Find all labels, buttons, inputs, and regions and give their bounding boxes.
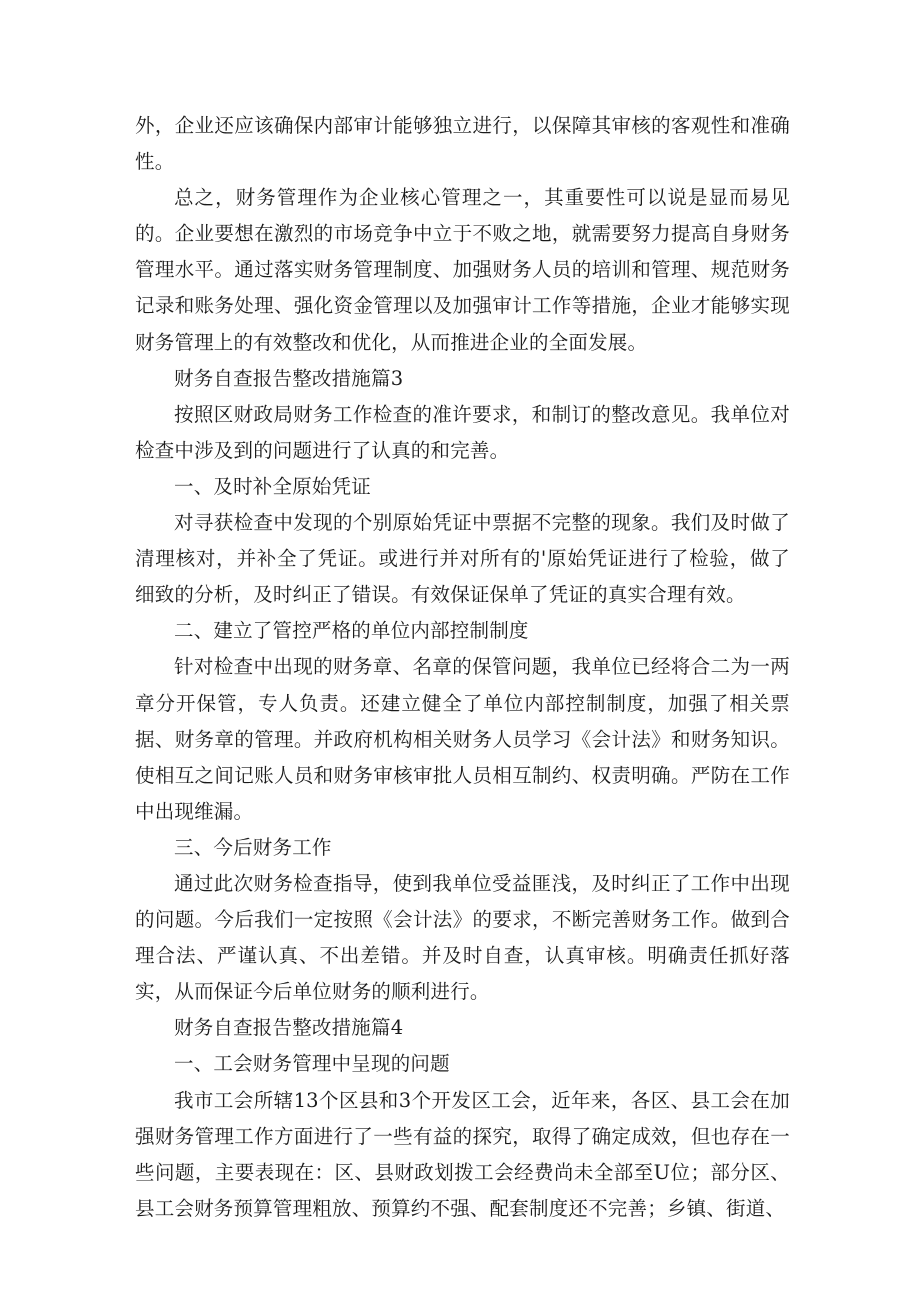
section-heading-4: 财务自查报告整改措施篇4 xyxy=(174,1016,404,1040)
subheading-3: 三、今后财务工作 xyxy=(174,835,332,859)
paragraph-2: 总之，财务管理作为企业核心管理之一，其重要性可以说是显而易见的。企业要想在激烈的市场竞争中立于不败之地，就需要努力提高自身财务管理水平。通过落实财务管理制度、加强财务人员的培训和管理、规范财务记录和账务处理、强化资金管理以及加强审计工作等措施，企业才能够实现财务管理上的有效整改和优化，从而推进企业的全面发展。 xyxy=(135,186,790,354)
paragraph-1: 外，企业还应该确保内部审计能够独立进行，以保障其审核的客观性和准确性。 xyxy=(135,114,790,174)
subheading-2: 二、建立了管控严格的单位内部控制制度 xyxy=(174,619,529,643)
paragraph-3: 按照区财政局财务工作检查的准许要求，和制订的整改意见。我单位对检查中涉及到的问题进行了认真的和完善。 xyxy=(135,402,790,462)
paragraph-7: 我市工会所辖13个区县和3个开发区工会，近年来，各区、县工会在加强财务管理工作方面进行了一些有益的探究，取得了确定成效，但也存在一些问题，主要表现在：区、县财政划拨工会经费尚未全部至U位；部分区、县工会财务预算管理粗放、预算约不强、配套制度还不完善；乡镇、街道、 xyxy=(135,1088,790,1220)
subheading-1: 一、及时补全原始凭证 xyxy=(174,474,372,498)
document-page xyxy=(135,108,790,1227)
subheading-4: 一、工会财务管理中呈现的问题 xyxy=(174,1052,450,1076)
paragraph-5: 针对检查中出现的财务章、名章的保管问题，我单位已经将合二为一两章分开保管，专人负责。还建立健全了单位内部控制制度，加强了相关票据、财务章的管理。并政府机构相关财务人员学习《会计法》和财务知识。使相互之间记账人员和财务审核审批人员相互制约、权责明确。严防在工作中出现维漏。 xyxy=(135,655,790,823)
paragraph-6: 通过此次财务检查指导，使到我单位受益匪浅，及时纠正了工作中出现的问题。今后我们一定按照《会计法》的要求，不断完善财务工作。做到合理合法、严谨认真、不出差错。并及时自查，认真审核。明确责任抓好落实，从而保证今后单位财务的顺利进行。 xyxy=(135,871,790,1004)
section-heading-3: 财务自查报告整改措施篇3 xyxy=(174,366,404,390)
paragraph-4: 对寻获检查中发现的个别原始凭证中票据不完整的现象。我们及时做了清理核对，并补全了凭证。或进行并对所有的'原始凭证进行了检验，做了细致的分析，及时纠正了错误。有效保证保单了凭证的真实合理有效。 xyxy=(135,511,790,607)
